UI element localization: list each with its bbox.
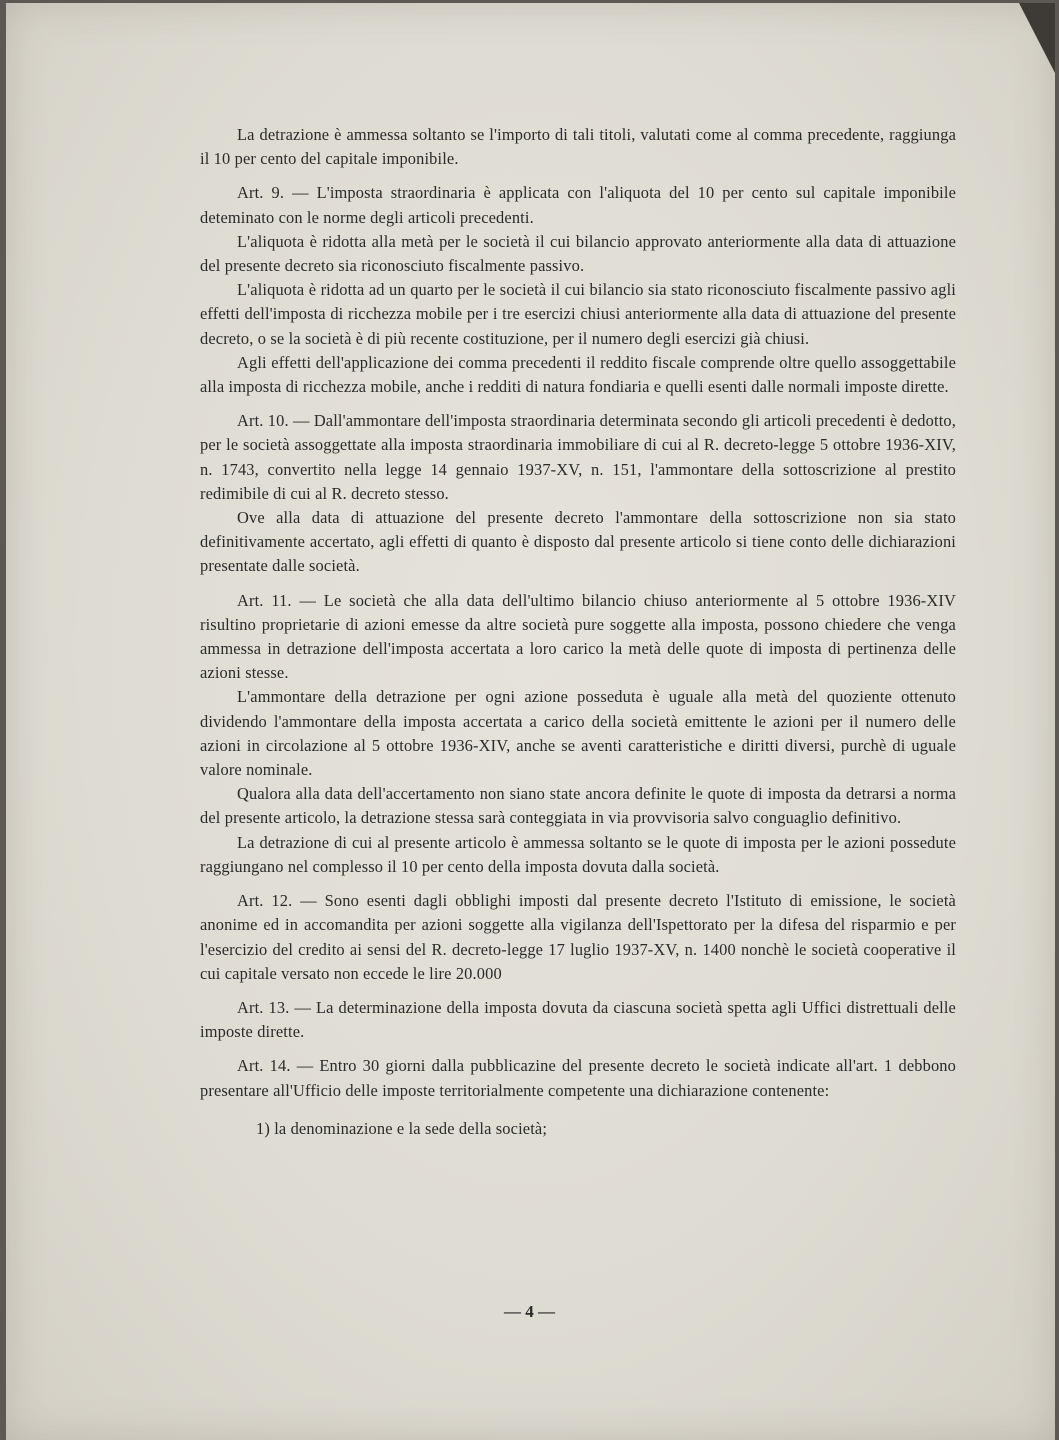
- paragraph-sottoscrizione: Ove alla data di attuazione del presente decreto l'ammontare della sottoscrizione non sia stato definitivamente accertato, agli effetti di quanto è disposto dal presente articolo si tiene conto delle dichiarazioni presentate dalle società.: [200, 508, 956, 576]
- paragraph-art-12: Art. 12. — Sono esenti dagli obblighi imposti dal presente decreto l'Istituto di emissione, le società anonime ed in accomandita per azioni soggette alla vigilanza dell'Ispettorato per la difesa del risparmio e per l'esercizio del credito ai sensi del R. decreto-legge 17 luglio 1937-XV, n. 1400 nonchè le società cooperative il cui capitale versato non eccede le lire 20.000: [200, 891, 956, 983]
- paragraph-art-9: Art. 9. — L'imposta straordinaria è applicata con l'aliquota del 10 per cento sul capitale imponibile deteminato con le norme degli articoli precedenti.: [200, 183, 956, 227]
- paragraph-accertamento: Qualora alla data dell'accertamento non siano state ancora definite le quote di imposta da detrarsi a norma del presente articolo, la detrazione stessa sarà conteggiata in via provvisoria salvo conguaglio definitivo.: [200, 784, 956, 828]
- paragraph-art-11: Art. 11. — Le società che alla data dell'ultimo bilancio chiuso anteriormente al 5 ottobre 1936-XIV risultino proprietarie di azioni emesse da altre società pure soggette alla imposta, possono chiedere che venga ammessa in detrazione dell'imposta accertata a loro carico la metà delle quote di imposta di pertinenza delle azioni stesse.: [200, 590, 956, 683]
- paragraph-aliquota-quarto: L'aliquota è ridotta ad un quarto per le società il cui bilancio sia stato riconosciuto fiscalmente passivo agli effetti dell'imposta di ricchezza mobile per i tre esercizi chiusi anteriormente alla data di attuazione del presente decreto, o se la società è di più recente costituzione, per il numero degli esercizi già chiusi.: [200, 280, 956, 348]
- paragraph-art-10: Art. 10. — Dall'ammontare dell'imposta straordinaria determinata secondo gli articoli precedenti è dedotto, per le società assoggettate alla imposta straordinaria immobiliare di cui al R. decreto-legge 5 ottobre 1936-XIV, n. 1743, convertito nella legge 14 gennaio 1937-XV, n. 151, l'ammontare della sottoscrizione al prestito redimibile di cui al R. decreto stesso.: [200, 411, 956, 503]
- paragraph-art-14: Art. 14. — Entro 30 giorni dalla pubblicazine del presente decreto le società indicate all'art. 1 debbono presentare all'Ufficio delle imposte territorialmente competente una dichiarazione contenente:: [200, 1056, 956, 1100]
- page-corner-shadow: [995, 3, 1055, 73]
- paragraph-reddito-fiscale: Agli effetti dell'applicazione dei comma precedenti il reddito fiscale comprende oltre quello assoggettabile alla imposta di ricchezza mobile, anche i redditi di natura fondiaria e quelli esenti dalle normali imposte dirette.: [200, 352, 956, 397]
- paragraph-detrazione-titoli: La detrazione è ammessa soltanto se l'importo di tali titoli, valutati come al comma precedente, raggiunga il 10 per cento del capitale imponibile.: [200, 125, 956, 169]
- list-item-denominazione: 1) la denominazione e la sede della società;: [256, 1118, 548, 1138]
- paragraph-aliquota-meta: L'aliquota è ridotta alla metà per le società il cui bilancio approvato anteriormente alla data di attuazione del presente decreto sia riconosciuto fiscalmente passivo.: [200, 231, 956, 276]
- document-body: [200, 123, 956, 1141]
- paragraph-art-13: Art. 13. — La determinazione della imposta dovuta da ciascuna società spetta agli Uffici distrettuali delle imposte dirette.: [200, 997, 956, 1042]
- page-number: — 4 —: [504, 1302, 555, 1321]
- document-page: [6, 3, 1055, 1440]
- paragraph-detrazione-ammessa: La detrazione di cui al presente articolo è ammessa soltanto se le quote di imposta per le azioni possedute raggiungano nel complesso il 10 per cento della imposta dovuta dalla società.: [200, 832, 956, 876]
- paragraph-ammontare-detrazione: L'ammontare della detrazione per ogni azione posseduta è uguale alla metà del quoziente ottenuto dividendo l'ammontare della imposta accertata a carico della società emittente le azioni per il numero delle azioni in circolazione al 5 ottobre 1936-XIV, anche se aventi caratteristiche e diritti diversi, purchè di uguale valore nominale.: [200, 687, 956, 780]
